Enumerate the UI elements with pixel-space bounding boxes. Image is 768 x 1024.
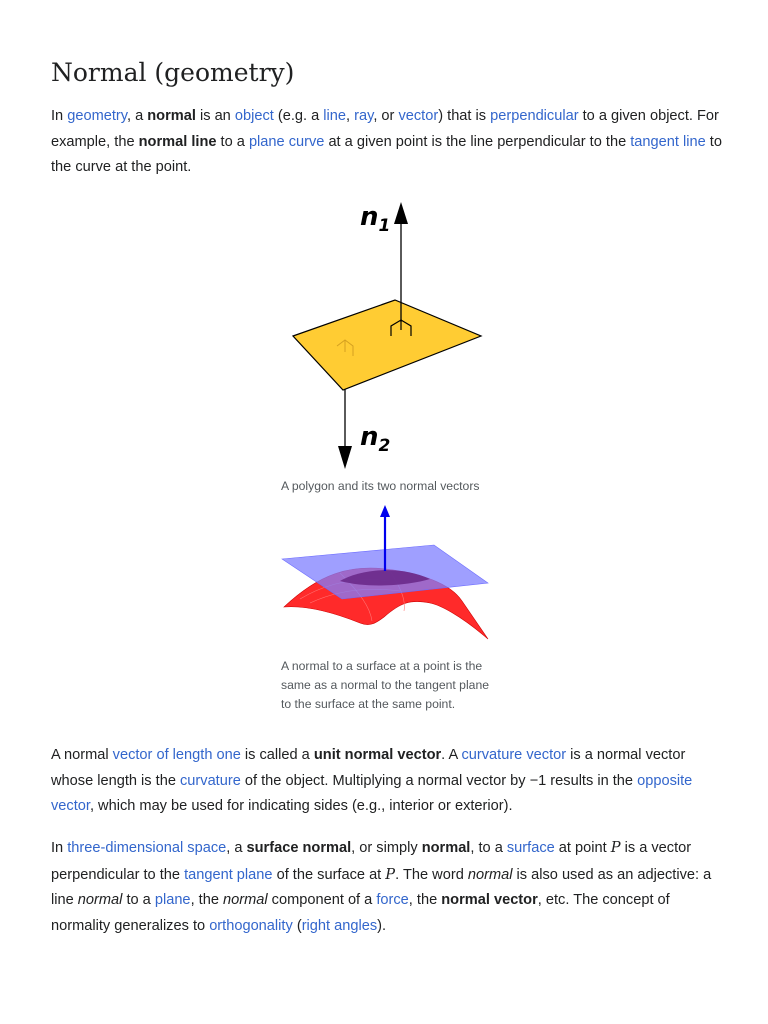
link-curvature[interactable]: curvature (180, 772, 241, 789)
text: . The word (395, 866, 468, 883)
text: ). (377, 917, 387, 934)
figure2-caption: A normal to a surface at a point is the same as a normal to the tangent plane to the surface at the same point. (281, 659, 489, 711)
text: , a (126, 108, 148, 124)
text: A normal (51, 747, 113, 763)
text: , the (190, 892, 224, 908)
figure-polygon-normals (285, 196, 505, 476)
text: component of a (267, 892, 377, 908)
figure-surface-normal (280, 503, 492, 645)
text: , etc. The concept of normality generalizes to (51, 892, 670, 934)
label-n2-letter: n (360, 422, 379, 452)
text: In (51, 108, 68, 124)
link-plane[interactable]: plane (154, 892, 191, 908)
label-n2-subscript: 2 (378, 436, 391, 457)
normal-n2-arrowhead (338, 446, 352, 469)
bold-normal: normal (421, 840, 471, 856)
text: is a normal vector whose length is the (51, 747, 686, 789)
link-plane-curve[interactable]: plane curve (248, 133, 325, 150)
text: , or simply (351, 840, 422, 856)
label-n1-letter: n (360, 202, 379, 232)
text: . A (441, 747, 462, 763)
link-tangent-line[interactable]: tangent line (630, 133, 706, 150)
bold-normal-vector: normal vector (441, 892, 538, 908)
link-surface[interactable]: surface (506, 840, 555, 856)
link-three-dimensional-space[interactable]: three-dimensional space (67, 840, 227, 856)
link-object[interactable]: object (234, 108, 274, 124)
text: ( (292, 917, 302, 934)
text: of the surface at (272, 866, 386, 883)
link-ray[interactable]: ray (354, 108, 374, 124)
label-n1 (360, 202, 390, 236)
label-n1-subscript: 1 (378, 216, 391, 237)
italic-normal: normal (223, 892, 268, 908)
text: , a (226, 840, 247, 856)
label-n2 (360, 422, 390, 456)
link-force[interactable]: force (376, 892, 409, 908)
text: is an (195, 108, 235, 124)
link-orthogonality[interactable]: orthogonality (209, 917, 293, 934)
text: to the curve at the point. (51, 133, 722, 175)
text: to a (216, 133, 249, 150)
bold-normal: normal (147, 108, 196, 124)
math-P: P (610, 839, 621, 856)
text: to a given object. For example, the (51, 108, 719, 150)
italic-normal: normal (467, 866, 513, 883)
text: at point (554, 840, 611, 856)
link-vector-length-one[interactable]: vector of length one (112, 747, 241, 763)
polygon-normals-image (285, 196, 505, 476)
bold-normal-line: normal line (138, 133, 217, 150)
text: , which may be used for indicating sides (e.g., interior or exterior). (89, 798, 513, 814)
page-title: Normal (geometry) (51, 58, 295, 87)
text: is a vector perpendicular to the (51, 840, 692, 883)
surface-normal-image (280, 503, 492, 645)
paragraph-surface-normal (51, 835, 723, 939)
text: , to a (470, 840, 507, 856)
normal-n1-arrowhead (394, 202, 408, 224)
figure1-caption: A polygon and its two normal vectors (281, 479, 480, 493)
link-geometry[interactable]: geometry (67, 108, 127, 124)
text: In (51, 840, 68, 856)
link-tangent-plane[interactable]: tangent plane (184, 866, 273, 883)
bold-surface-normal: surface normal (246, 840, 352, 856)
text: , the (408, 892, 442, 908)
intro-paragraph (51, 104, 723, 181)
text: ) that is (438, 108, 491, 124)
link-vector[interactable]: vector (398, 108, 439, 124)
paragraph-unit-normal (51, 743, 723, 820)
italic-normal: normal (77, 892, 123, 908)
text: , (346, 108, 355, 124)
text: (e.g. a (273, 108, 324, 124)
link-right-angles[interactable]: right angles (301, 917, 378, 934)
text: to a (122, 892, 155, 908)
text: at a given point is the line perpendicular to the (324, 133, 631, 150)
link-curvature-vector[interactable]: curvature vector (461, 747, 567, 763)
text: , or (373, 108, 399, 124)
surface-normal-arrowhead (380, 505, 390, 517)
text: is called a (240, 747, 314, 763)
text: of the object. Multiplying a normal vector by −1 results in the (240, 772, 638, 789)
link-perpendicular[interactable]: perpendicular (490, 108, 579, 124)
polygon-shape (293, 300, 481, 390)
link-line[interactable]: line (323, 108, 347, 124)
math-P: P (385, 865, 396, 883)
link-opposite-vector[interactable]: opposite vector (51, 772, 693, 814)
text: is also used as an adjective: a line (51, 866, 712, 908)
bold-unit-normal-vector: unit normal vector (313, 747, 442, 763)
